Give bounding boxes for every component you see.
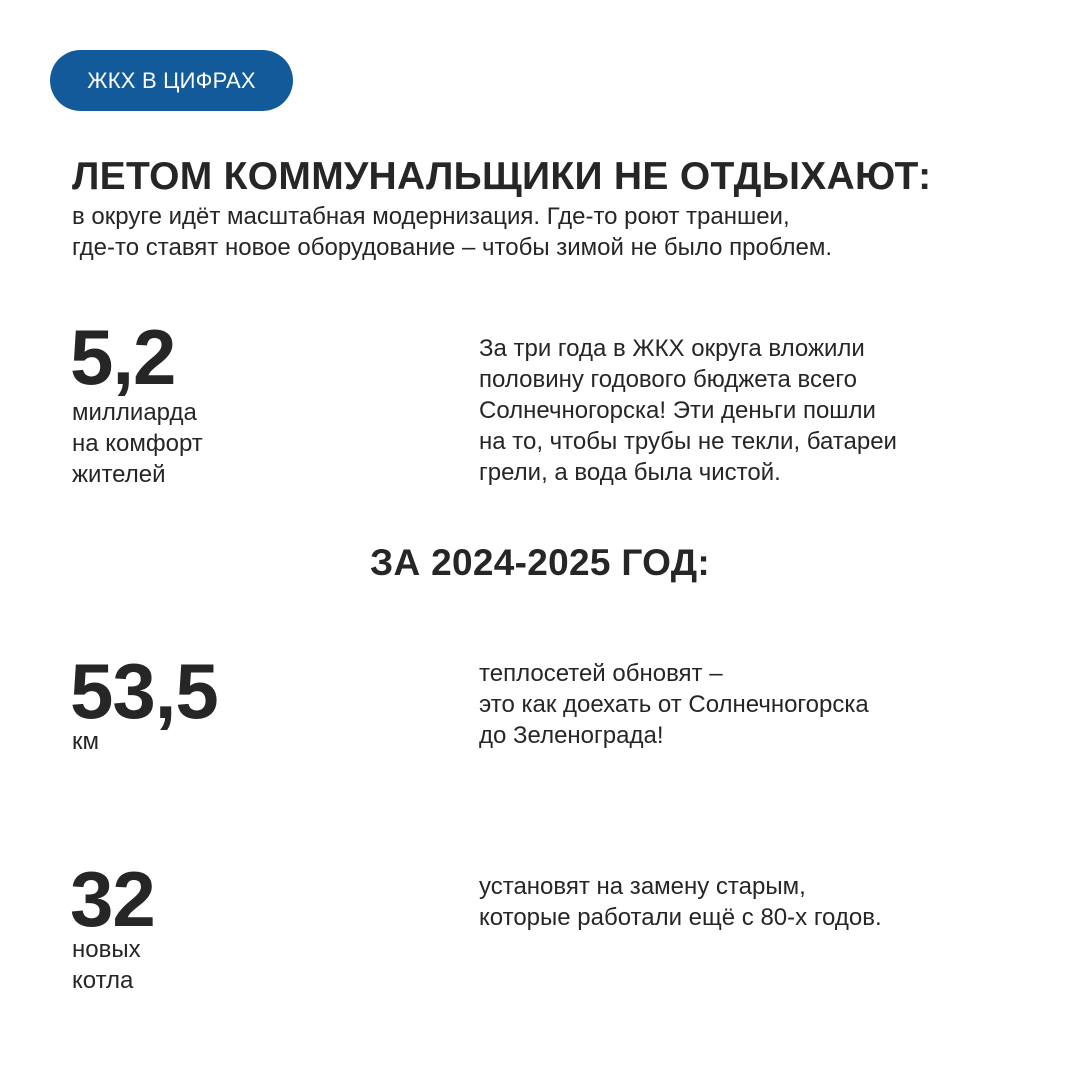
stat-unit-line: жителей (72, 461, 166, 488)
lead-line-1: в округе идёт масштабная модернизация. Где-то роют траншеи, (72, 203, 790, 230)
category-badge: ЖКХ В ЦИФРАХ (50, 50, 293, 111)
headline: ЛЕТОМ КОММУНАЛЬЩИКИ НЕ ОТДЫХАЮТ: (72, 155, 932, 198)
stat-desc-budget (479, 333, 1039, 488)
stat-desc-line: это как доехать от Солнечногорска (479, 691, 869, 718)
stat-desc-line: За три года в ЖКХ округа вложили (479, 335, 865, 362)
lead-text (72, 201, 1032, 263)
stat-desc-boilers (479, 871, 1039, 933)
section-title: ЗА 2024-2025 ГОД: (370, 542, 710, 583)
stat-value-budget: 5,2 (70, 313, 176, 401)
stat-unit-boilers (72, 934, 141, 996)
lead-line-2: где-то ставят новое оборудование – чтобы зимой не было проблем. (72, 234, 833, 261)
stat-unit-heating-networks (72, 726, 99, 757)
stat-unit-line: миллиарда (72, 399, 197, 426)
stat-desc-line: теплосетей обновят – (479, 660, 723, 687)
stat-desc-line: половину годового бюджета всего (479, 366, 857, 393)
stat-value-boilers: 32 (70, 855, 155, 943)
stat-unit-line: на комфорт (72, 430, 203, 457)
stat-desc-line: грели, а вода была чистой. (479, 459, 781, 486)
stat-unit-line: новых (72, 936, 141, 963)
stat-unit-line: котла (72, 967, 134, 994)
stat-unit-line: км (72, 728, 99, 755)
stat-desc-line: на то, чтобы трубы не текли, батареи (479, 428, 897, 455)
stat-desc-line: которые работали ещё с 80-х годов. (479, 904, 882, 931)
stat-value-heating-networks: 53,5 (70, 647, 218, 735)
stat-desc-line: установят на замену старым, (479, 873, 806, 900)
stat-desc-line: до Зеленограда! (479, 722, 664, 749)
stat-desc-heating-networks (479, 658, 1039, 751)
stat-unit-budget (72, 397, 203, 490)
stat-desc-line: Солнечногорска! Эти деньги пошли (479, 397, 876, 424)
